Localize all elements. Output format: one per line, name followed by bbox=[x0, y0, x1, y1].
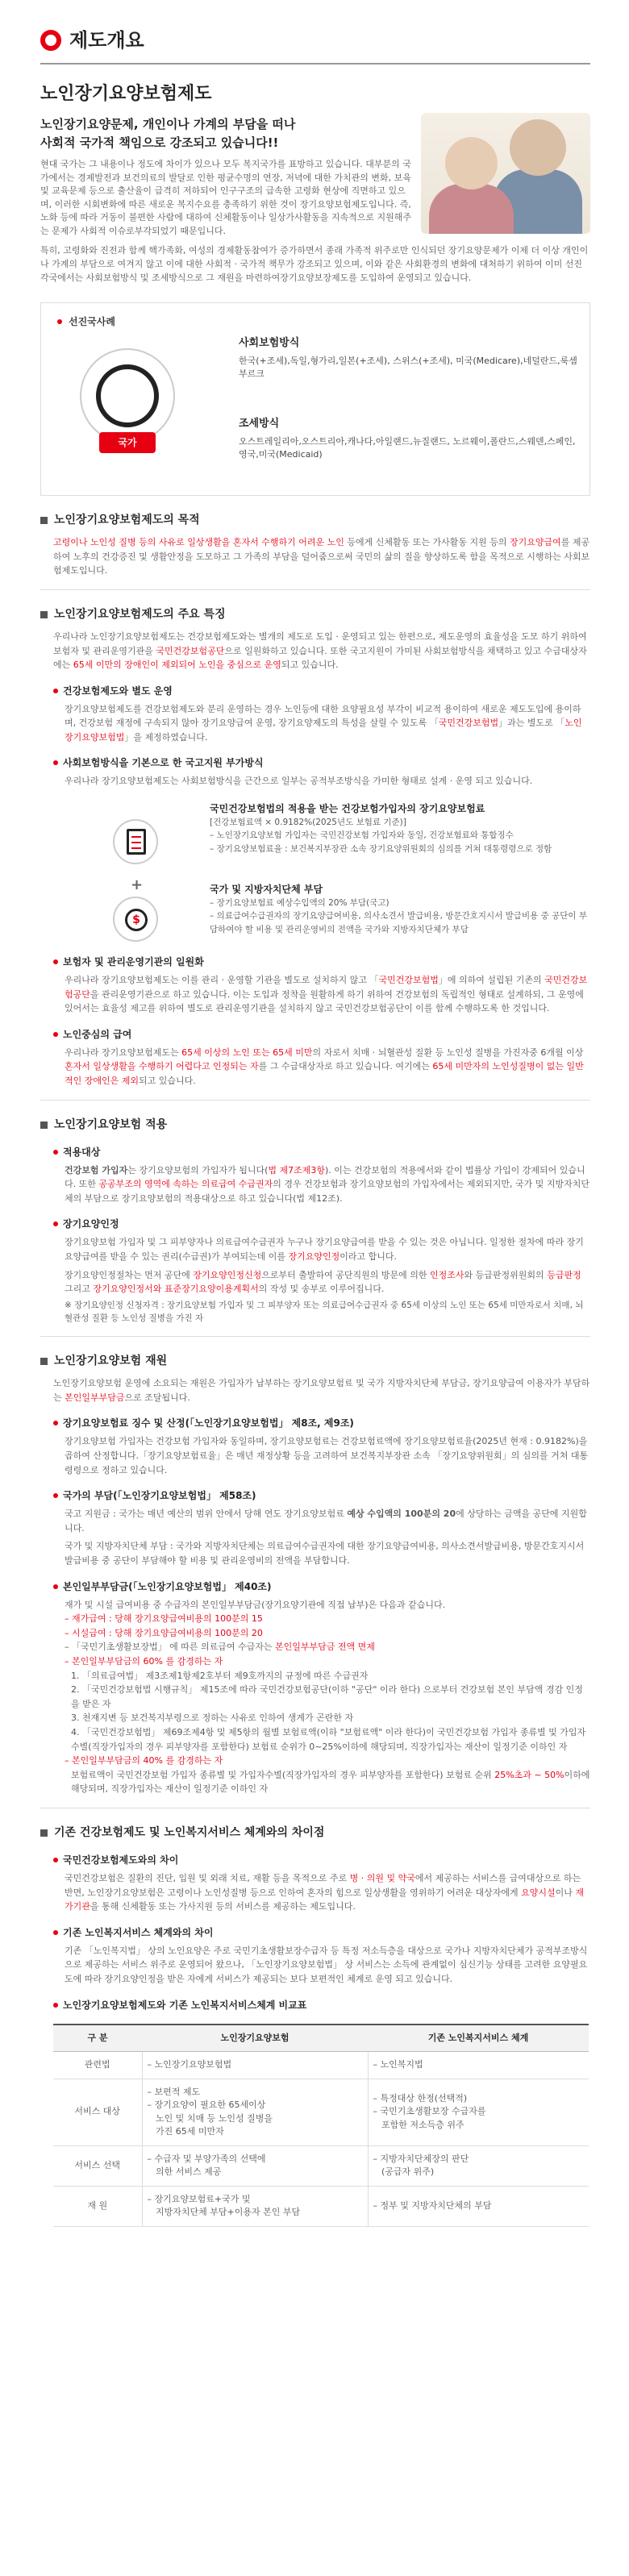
cert-title: 장기요양인정 bbox=[63, 1218, 119, 1230]
table-cell-ltc: – 보편적 제도 – 장기요양이 필요한 65세이상 노인 및 치매 등 노인성 질병을 가진 65세 미만자 bbox=[142, 2079, 368, 2145]
diff-health-text: 국민건강보험은 질환의 진단, 입원 및 외래 치료, 재활 등을 목적으로 주로 병 · 의원 및 약국에서 제공하는 서비스를 급여대상으로 하는 반면, 노인장기요양보험은 고령이나 노인성질병 등으로 인하여 혼자의 힘으로 일상생활을 영위하기 어려운 대상자에게 요양시설이나 재가기관을 통해 신체활동 또는 가사지원 등의 서비스를 제공하는 제도입니다. bbox=[65, 1872, 585, 1912]
social-countries: 한국(+조세),독일,형가리,일본(+조세), 스위스(+조세), 미국(Medicare),네덜란드,룩셈부르크 bbox=[239, 355, 577, 380]
copay-item-2: 2. 「국민건강보험법 시행규칙」 제15조에 따라 국민건강보험공단(이하 "공단" 이라 한다) 으로부터 건강보험 본인 부담액 경감 인정을 받은 자 bbox=[71, 1684, 583, 1709]
page-title: 제도개요 bbox=[69, 29, 144, 52]
document-icon bbox=[113, 819, 158, 864]
finance-a-line1: [건강보험료액 × 0.9182%(2025년도 보험료 기준)] bbox=[210, 818, 406, 828]
hero-paragraph: 현대 국가는 그 내용이나 정도에 차이가 있으나 모두 복지국가를 표방하고 있습니다. 대부분의 국가에서는 경제발전과 보건의료의 발달로 인한 평균수명의 연장, 저녁에 대한 가치관의 변화, 보육 및 교육문제 등으로 출산율이 급격히 저하되어 인구구조의 급속한 고령화 현상에 직면하고 있으며, 이러한 시회변화에 따른 새로운 복지수요를 충족하기 위한 것이 장기요양보험제도입니다. 즉, 노화 등에 따라 거동이 불편한 사람에 대하여 신체활동이나 일상가사활동을 지속적으로 지원해주는 문제가 사회적 이슈로부각되었기 때문입니다. bbox=[40, 159, 412, 236]
premium-text: 장기요양보험 가입자는 건강보험 가입자와 동일하며, 장기요양보험료는 건강보험료액에 장기요양보험료율(2025년 현재 : 0.9182%)을 곱하여 산정합니다.「장기요양보험료율」은 매년 재정상황 등을 고려하여 보건복지부장관 소속 「장기요양위원회」의 심의를 거쳐 대통령령으로 정하고 있습니다. bbox=[65, 1436, 589, 1475]
copay-intro: 재가 및 시설 급여비용 중 수급자의 본인일부부담금(장기요양기관에 직접 납부)은 다음과 같습니다. bbox=[65, 1599, 446, 1610]
social-insurance-mode bbox=[239, 335, 577, 381]
scope-text: 건강보험 가입자는 장기요양보험의 가입자가 됩니다(법 제7조제3항). 이는 건강보험의 적용에서와 같이 법률상 가입이 강제되어 있습니다. 또한 공공부조의 영역에 속하는 의료급여 수급권자의 경우 건강보험과 장기요양보험의 가입자에서는 제외되지만, 국가 및 지방자치단체의 부담으로 장기요양보험의 적용대상으로 하고 있습니다(법 제12조). bbox=[65, 1164, 590, 1204]
table-row-label: 서비스 선택 bbox=[53, 2145, 142, 2186]
cert-text-2: 장기요양인정절차는 먼저 공단에 장기요양인정신청으로부터 출발하여 공단직원의 방문에 의한 인정조사와 등급판정위원회의 등급판정 그리고 장기요양인정서와 표준장기요양이용계획서의 작성 및 송부로 이루어집니다. bbox=[65, 1269, 581, 1295]
application-section bbox=[40, 1117, 590, 1325]
section-square-icon bbox=[40, 517, 48, 524]
copay-line-2: – 시설급여 : 당해 장기요양급여비용의 100분의 20 bbox=[65, 1627, 263, 1638]
finance-premium-block bbox=[210, 801, 589, 855]
finance-b-title: 국가 및 지방자치단체 부담 bbox=[210, 884, 323, 896]
sub-social-insurance-title: 사회보험방식을 기본으로 한 국고지원 부가방식 bbox=[63, 757, 264, 769]
sub-health-separate-text: 장기요양보험제도를 건강보험제도와 분리 운영하는 경우 노인등에 대한 요양필요성 부각이 비교적 용이하여 새로운 제도도입에 용이하며, 건강보험 재정에 구속되지 않아 장기요양급여 운영, 장기요양제도의 특성을 살릴 수 있도록 「국민건강보험법」과는 별도로 「노인장기요양보험법」을 제정하였습니다. bbox=[65, 703, 582, 743]
table-header-cell: 구 분 bbox=[53, 2025, 142, 2052]
cert-note: ※ 장기요양인정 신청자격 : 장기요양보험 가입자 및 그 피부양자 또는 의료급여수급권자 중 65세 이상의 노인 또는 65세 미만자로서 치매, 뇌혈관성 질환 등 노인성 질병을 가진 자 bbox=[65, 1300, 584, 1323]
tax-mode bbox=[239, 416, 577, 462]
table-row-label: 관련법 bbox=[53, 2052, 142, 2079]
countries-label: 선진국사례 bbox=[69, 316, 115, 328]
copay-item-4: 4. 「국민건강보험법」 제69조제4항 및 제5항의 월별 보험료액(이하 "보험료액" 이라 한다)이 국민건강보험 가입자 종류별 및 가입자수별(직장가입자의 경우 피부양자를 포함한다) 보험료 순위가 0~25%이하에 해당되며, 직장가입자는 재산이 일정기준 이하인 자 bbox=[71, 1726, 586, 1752]
cert-text-1: 장기요양보험 가입자 및 그 피부양자나 의료급여수급권자 누구나 장기요양급여를 받을 수 있는 것은 아닙니다. 일정한 절차에 따라 장기요양급여를 받을 수 있는 권리(수급권)가 부여되는데 이를 장기요양인정이라고 합니다. bbox=[65, 1237, 584, 1263]
finance-source-section bbox=[40, 1353, 590, 1796]
diff-welfare-text: 기존 「노인복지법」 상의 노인요양은 주로 국민기초생활보장수급자 등 특정 저소득층을 대상으로 국가나 지방자치단체가 공적부조방식으로 제공하는 서비스 위주로 운영되어 왔으나, 「노인장기요양보험법」 상 서비스는 소득에 관계없이 심신기능 상태를 고려한 요양필요도에 따라 장기요양인정을 받은 자에게 서비스가 제공되는 보다 보편적인 체계로 운영 되고 있습니다. bbox=[65, 1945, 588, 1984]
purpose-heading: 노인장기요양보험제도의 목적 bbox=[54, 514, 200, 527]
countries-box bbox=[40, 302, 590, 496]
table-header-cell: 기존 노인복지서비스 체계 bbox=[368, 2025, 589, 2052]
compare-table bbox=[53, 2024, 589, 2227]
globe-caption: 국가 bbox=[99, 432, 156, 453]
premium-title: 장기요양보험료 징수 및 산정(「노인장기요양보험법」 제8조, 제9조) bbox=[63, 1417, 354, 1429]
table-row bbox=[53, 2079, 589, 2145]
finance-state-block bbox=[210, 882, 589, 936]
features-section bbox=[40, 606, 590, 789]
copay-line-5: – 본인일부부담금의 40% 를 감경하는 자 bbox=[65, 1755, 223, 1767]
social-title: 사회보험방식 bbox=[239, 337, 300, 350]
header-divider bbox=[40, 63, 590, 65]
table-cell-welfare: – 정부 및 지방자치단체의 부담 bbox=[368, 2186, 589, 2226]
hero-title: 노인장기요양보험제도 bbox=[40, 84, 212, 104]
bullet-dot-icon bbox=[57, 319, 62, 324]
finance-b-line2: – 의료급여수급권자의 장기요양급여비용, 의사소견서 발급비용, 방문간호지시서 발급비용 중 공단이 부담하여야 할 비용 및 관리운영비의 전액을 국가와 지방자치단체가 부담 bbox=[210, 911, 587, 934]
table-cell-welfare: – 특정대상 한정(선택적) – 국민기초생활보장 수급자를 포함한 저소득층 위주 bbox=[368, 2079, 589, 2145]
section-square-icon bbox=[40, 611, 48, 618]
insurer-text: 우리나라 장기요양보험제도는 이를 관리 · 운영할 기관을 별도로 설치하지 않고 「국민건강보험법」에 의하여 설립된 기존의 국민건강보험공단을 관리운영기관으로 하고 있습니다. 이는 도입과 정착을 원활하게 하기 위하여 건강보험의 독립적인 형태로 설계하되, 그 운영에 있어서는 효율성 제고를 위하여 별도로 관리운영기관을 설치하지 않고 국민건강보험공단이 이를 함께 수행하도록 한 것입니다. bbox=[65, 975, 588, 1014]
diff-section bbox=[40, 1825, 590, 2227]
header bbox=[40, 24, 590, 56]
globe-icon bbox=[80, 348, 175, 449]
finance-a-line3: – 장기요양보험료율 : 보건복지부장관 소속 장기요양위원회의 심의를 거쳐 대통령령으로 정함 bbox=[210, 843, 552, 854]
finance-b-line1: – 장기요양보험료 예상수입액의 20% 부담(국고) bbox=[210, 898, 389, 909]
state-text-2: 국가 및 지방자치단체 부담 : 국가와 지방자치단체는 의료급여수급권자에 대한 장기요양급여비용, 의사소견서발급비용, 방문간호지시서 발급비용 중 공단이 부담해야 할 비용 및 관리운영비의 전액을 부담합니다. bbox=[65, 1541, 585, 1567]
table-row bbox=[53, 2186, 589, 2226]
insurer-title: 보험자 및 관리운영기관의 일원화 bbox=[63, 956, 204, 968]
benefit-title: 노인중심의 급여 bbox=[63, 1028, 132, 1040]
table-header-cell: 노인장기요양보험 bbox=[142, 2025, 368, 2052]
features-heading: 노인장기요양보험제도의 주요 특징 bbox=[54, 607, 226, 621]
finance-source-intro: 노인장기요양보험 운영에 소요되는 재원은 가입자가 납부하는 장기요양보험료 및 국가 지방자치단체 부담금, 장기요양급여 이용자가 부담하는 본인일부부담금으로 조달됩니다. bbox=[53, 1378, 590, 1403]
tax-countries: 오스트레일리아,오스트리아,캐나다,아일랜드,뉴질랜드, 노르웨이,폴란드,스웨덴,스페인,영국,미국(Medicaid) bbox=[239, 435, 576, 460]
hero bbox=[40, 81, 590, 236]
table-cell-ltc: – 수급자 및 부양가족의 선택에 의한 서비스 제공 bbox=[142, 2145, 368, 2186]
table-row-label: 재 원 bbox=[53, 2186, 142, 2226]
state-title: 국가의 부담(「노인장기요양보험법」 제58조) bbox=[63, 1490, 256, 1502]
compare-table-title: 노인장기요양보험제도와 기존 노인복지서비스체계 비교표 bbox=[63, 1999, 307, 2011]
copay-title: 본인일부부담금(「노인장기요양보험법」 제40조) bbox=[63, 1580, 272, 1592]
hero-subtitle-2: 사회적 국가적 책임으로 강조되고 있습니다!! bbox=[40, 135, 279, 150]
elderly-couple-photo bbox=[421, 113, 590, 234]
finance-a-line2: – 노인장기요양보험 가입자는 국민건강보험 가입자와 동일, 건강보험료와 통합징수 bbox=[210, 830, 514, 841]
copay-line-1: – 재가급여 : 당해 장기요양급여비용의 100분의 15 bbox=[65, 1613, 263, 1625]
application-heading: 노인장기요양보험 적용 bbox=[54, 1117, 168, 1131]
table-cell-ltc: – 장기요양보험료+국가 및 지방자치단체 부담+이용자 본인 부담 bbox=[142, 2186, 368, 2226]
sub-health-separate-title: 건강보험제도와 별도 운영 bbox=[63, 685, 173, 697]
diff-welfare-title: 기존 노인복지서비스 체계와의 차이 bbox=[63, 1926, 214, 1938]
hero-subtitle-1: 노인장기요양문제, 개인이나 가계의 부담을 떠나 bbox=[40, 117, 296, 131]
benefit-text: 우리나라 장기요양보험제도는 65세 이상의 노인 또는 65세 미만의 자로서 치매 · 뇌혈관성 질환 등 노인성 질병을 가진자중 6개월 이상 혼자서 일상생활을 수행하기 어렵다고 인정되는 자를 그 수급대상자로 하고 있습니다. 여기에는 65세 미만자의 노인성질병이 없는 일반적인 장애인은 제외되고 있습니다. bbox=[65, 1047, 584, 1087]
finance-source-heading: 노인장기요양보험 재원 bbox=[54, 1355, 168, 1368]
table-row bbox=[53, 2145, 589, 2186]
hero-paragraph-2: 특히, 고령화와 진전과 함께 핵가족화, 여성의 경제활동참여가 증가하면서 종래 가족적 위주로만 인식되던 장기요양문제가 이제 더 이상 개인이나 가계의 부담으로 여겨지 않고 이에 대한 사회적 · 국가적 책무가 강조되고 있으며, 이와 같은 사회환경의 변화에 대처하기 위하여 이미 선진각국에서는 사회보험방식 및 조세방식으로 그 재원을 마련하여장기요양보장제도를 도입하여 운영되고 있습니다. bbox=[40, 245, 589, 284]
tax-title: 조세방식 bbox=[239, 418, 280, 431]
diff-heading: 기존 건강보험제도 및 노인복지서비스 체계와의 차이점 bbox=[54, 1825, 325, 1839]
red-circle-icon bbox=[40, 30, 61, 51]
diff-health-title: 국민건강보험제도와의 차이 bbox=[63, 1854, 179, 1866]
table-row bbox=[53, 2052, 589, 2079]
sub-social-insurance-text: 우리나라 장기요양보험제도는 사회보험방식을 근간으로 일부는 공적부조방식을 가미한 형태로 설계 · 운영 되고 있습니다. bbox=[65, 776, 533, 787]
copay-item-1: 1. 「의료급여법」 제3조제1항제2호부터 제9호까지의 규정에 따른 수급권자 bbox=[71, 1670, 369, 1681]
finance-diagram bbox=[40, 801, 590, 955]
features-intro: 우리나라 노인장기요양보험제도는 건강보험제도와는 별개의 제도로 도입 · 운영되고 있는 한편으로, 제도운영의 효율성을 도모 하기 위하여 보험자 및 관리운영기관을 국민건강보험공단으로 일원화하고 있습니다. 또한 국고지원이 가미된 사회보험방식을 채택하고 있고 수급대상자에는 65세 이만의 장애인이 제외되어 노인을 중심으로 운영되고 있습니다. bbox=[53, 630, 587, 671]
copay-line-3: – 「국민기초생활보장법」 에 따른 의료급여 수급자는 본인일부부담금 전액 면제 bbox=[65, 1642, 375, 1653]
purpose-section bbox=[40, 512, 590, 578]
state-text-1: 국고 지원금 : 국가는 매년 예산의 범위 안에서 당해 연도 장기요양보험료 예상 수입액의 100분의 20에 상당하는 금액을 공단에 지원합니다. bbox=[65, 1509, 587, 1534]
table-cell-ltc: – 노인장기요양보험법 bbox=[142, 2052, 368, 2079]
table-cell-welfare: – 지방자치단체장의 판단 (공급자 위주) bbox=[368, 2145, 589, 2186]
copay-line-4: – 본인일부부담금의 60% 를 감경하는 자 bbox=[65, 1656, 223, 1667]
finance-a-title: 국민건강보험법의 적용을 받는 건강보험가입자의 장기요양보험료 bbox=[210, 803, 485, 815]
copay-line-5-text: 보험료액이 국민건강보험 가입자 종류별 및 가입자수별(직장가입자의 경우 피부양자를 포함한다) 보험료 순위 25%초과 ~ 50%이하에 해당되며, 직장가입자는 재산이 일정기준 이하인 자 bbox=[71, 1769, 590, 1795]
table-cell-welfare: – 노인복지법 bbox=[368, 2052, 589, 2079]
table-row-label: 서비스 대상 bbox=[53, 2079, 142, 2145]
purpose-text: 고령이나 노인성 질병 등의 사유로 일상생활을 혼자서 수행하기 어려운 노인 등에게 신체활동 또는 가사활동 지원 등의 장기요양급여를 제공하여 노후의 건강증진 및 생활안정을 도모하고 그 가족의 부담을 덜어줌으로써 국민의 삶의 질을 향상하도록 함을 목적으로 시행하는 사회보험제도입니다. bbox=[53, 537, 590, 576]
coin-icon: $ bbox=[113, 897, 158, 942]
scope-title: 적용대상 bbox=[63, 1146, 101, 1158]
plus-icon: + bbox=[131, 876, 144, 894]
copay-item-3: 3. 천재지변 등 보건복지부령으로 정하는 사유로 인하여 생계가 곤란한 자 bbox=[71, 1712, 354, 1724]
